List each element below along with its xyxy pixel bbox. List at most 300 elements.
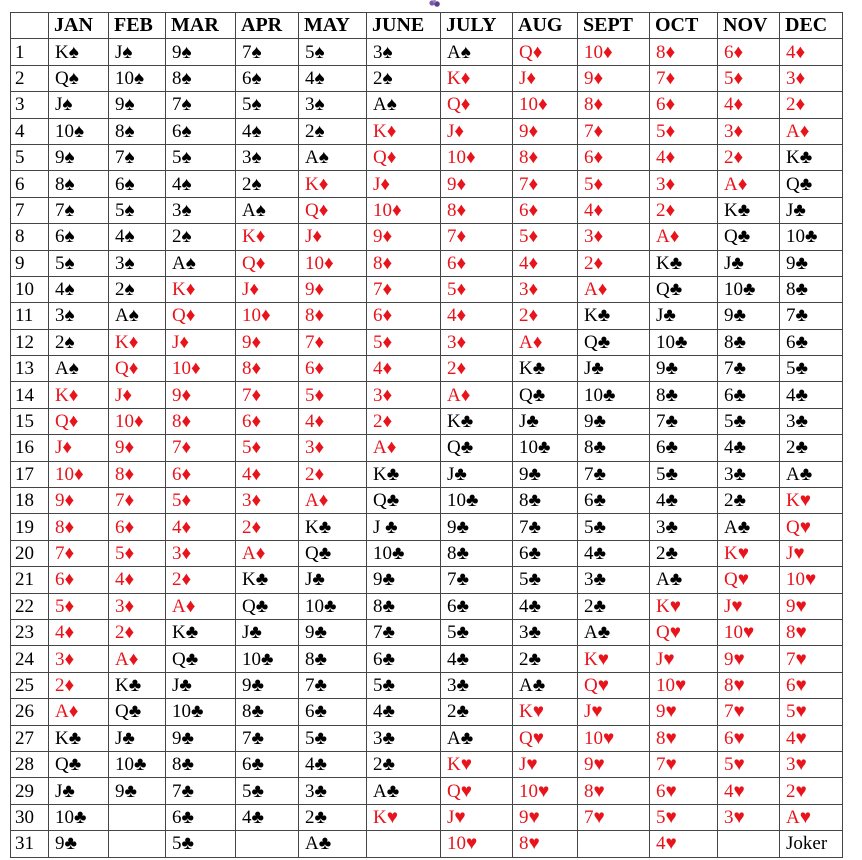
card-cell: 6♣ — [236, 751, 299, 777]
table-row — [11, 540, 843, 566]
card-cell: 10♦ — [299, 250, 367, 276]
card-cell: 5♦ — [166, 488, 236, 514]
card-cell: A♦ — [718, 171, 780, 197]
card-cell: Q♥ — [780, 514, 843, 540]
card-cell: K♣ — [236, 567, 299, 593]
day-number-cell: 22 — [11, 593, 49, 619]
card-cell: 2♠ — [166, 224, 236, 250]
card-cell: 5♦ — [718, 65, 780, 91]
card-cell: J♥ — [441, 804, 513, 830]
card-cell: 9♦ — [441, 171, 513, 197]
card-cell: 10♥ — [650, 672, 718, 698]
card-cell: Q♣ — [109, 699, 166, 725]
card-cell: 3♦ — [109, 593, 166, 619]
card-cell: 10♦ — [441, 144, 513, 170]
card-cell: 8♦ — [367, 250, 441, 276]
card-cell: 2♣ — [578, 593, 650, 619]
card-cell: 6♦ — [236, 408, 299, 434]
card-cell: 9♣ — [49, 831, 109, 857]
card-cell: Q♣ — [299, 540, 367, 566]
card-cell: Q♦ — [166, 303, 236, 329]
card-cell: Q♣ — [441, 435, 513, 461]
card-cell: 8♦ — [299, 303, 367, 329]
card-cell: K♦ — [367, 118, 441, 144]
card-cell: 4♦ — [299, 408, 367, 434]
day-number-cell: 7 — [11, 197, 49, 223]
card-cell: K♣ — [578, 303, 650, 329]
card-cell: 6♦ — [367, 303, 441, 329]
card-cell — [236, 831, 299, 857]
card-cell: 4♣ — [780, 382, 843, 408]
card-cell: J♣ — [109, 725, 166, 751]
card-cell: Q♣ — [367, 488, 441, 514]
card-cell: 8♠ — [49, 171, 109, 197]
card-cell: 7♦ — [441, 224, 513, 250]
card-cell: 3♦ — [578, 224, 650, 250]
card-cell: Q♣ — [49, 751, 109, 777]
day-number-cell: 4 — [11, 118, 49, 144]
card-cell: A♣ — [650, 567, 718, 593]
card-cell: 5♠ — [166, 144, 236, 170]
card-cell: 5♠ — [299, 39, 367, 65]
card-cell: 9♦ — [367, 224, 441, 250]
card-cell: 6♠ — [109, 171, 166, 197]
day-number-cell: 2 — [11, 65, 49, 91]
month-header-feb: FEB — [109, 13, 166, 39]
card-cell: A♣ — [441, 725, 513, 751]
card-cell: 6♠ — [236, 65, 299, 91]
card-cell: 9♦ — [299, 276, 367, 302]
card-cell: 4♦ — [49, 619, 109, 645]
day-number-cell: 17 — [11, 461, 49, 487]
card-cell: 3♠ — [299, 92, 367, 118]
card-cell: 2♦ — [513, 303, 578, 329]
card-cell: 2♥ — [780, 778, 843, 804]
card-cell: 6♣ — [578, 488, 650, 514]
card-cell: 2♦ — [299, 461, 367, 487]
card-cell: 7♦ — [49, 540, 109, 566]
card-cell: 9♦ — [109, 435, 166, 461]
card-cell: 6♥ — [718, 725, 780, 751]
card-cell: 9♦ — [166, 382, 236, 408]
card-cell: 3♥ — [780, 751, 843, 777]
card-cell: 6♦ — [718, 39, 780, 65]
card-cell: K♦ — [236, 224, 299, 250]
card-cell: 3♠ — [166, 197, 236, 223]
card-cell: A♦ — [780, 118, 843, 144]
card-cell: 5♠ — [236, 92, 299, 118]
card-cell: 4♠ — [49, 276, 109, 302]
card-cell: J♣ — [441, 461, 513, 487]
card-cell: 5♦ — [109, 540, 166, 566]
card-cell: 5♠ — [49, 250, 109, 276]
card-cell: 6♣ — [367, 646, 441, 672]
card-cell: 4♦ — [578, 197, 650, 223]
card-cell: 2♣ — [513, 646, 578, 672]
card-cell: 10♣ — [109, 751, 166, 777]
card-cell: 7♠ — [236, 39, 299, 65]
card-cell: 3♣ — [299, 778, 367, 804]
table-row — [11, 672, 843, 698]
day-number-cell: 8 — [11, 224, 49, 250]
card-cell: 10♦ — [49, 461, 109, 487]
card-cell: A♣ — [367, 778, 441, 804]
card-cell: 10♦ — [109, 408, 166, 434]
card-cell: 5♣ — [780, 356, 843, 382]
card-cell: 2♦ — [166, 567, 236, 593]
card-cell: A♠ — [299, 144, 367, 170]
day-number-cell: 13 — [11, 356, 49, 382]
card-cell: 4♠ — [299, 65, 367, 91]
card-cell: 4♦ — [367, 356, 441, 382]
table-row — [11, 567, 843, 593]
table-row — [11, 197, 843, 223]
card-cell — [109, 804, 166, 830]
card-cell: 5♣ — [441, 619, 513, 645]
card-cell: 4♣ — [650, 488, 718, 514]
card-cell: 4♦ — [718, 92, 780, 118]
day-number-cell: 6 — [11, 171, 49, 197]
month-header-nov: NOV — [718, 13, 780, 39]
card-cell: 8♥ — [513, 831, 578, 857]
card-cell: 9♦ — [49, 488, 109, 514]
card-cell: 3♦ — [236, 488, 299, 514]
card-cell: 9♥ — [718, 646, 780, 672]
card-cell: J♣ — [49, 778, 109, 804]
card-cell: 2♣ — [650, 540, 718, 566]
table-row — [11, 435, 843, 461]
card-cell: Q♦ — [367, 144, 441, 170]
card-cell: 9♦ — [578, 65, 650, 91]
table-row — [11, 250, 843, 276]
table-row — [11, 751, 843, 777]
card-cell: J♦ — [166, 329, 236, 355]
card-cell: J♥ — [650, 646, 718, 672]
card-cell: K♥ — [441, 751, 513, 777]
card-cell: 8♣ — [441, 540, 513, 566]
card-cell: J♦ — [367, 171, 441, 197]
card-cell: K♣ — [718, 197, 780, 223]
card-cell: 7♣ — [299, 672, 367, 698]
card-cell: 8♦ — [49, 514, 109, 540]
day-number-cell: 10 — [11, 276, 49, 302]
card-cell: 6♦ — [166, 461, 236, 487]
card-cell: Q♣ — [236, 593, 299, 619]
card-cell: 9♠ — [109, 92, 166, 118]
table-row — [11, 778, 843, 804]
card-cell: Q♦ — [49, 408, 109, 434]
card-cell: A♠ — [166, 250, 236, 276]
card-cell: J♠ — [109, 39, 166, 65]
table-row — [11, 699, 843, 725]
day-number-cell: 26 — [11, 699, 49, 725]
table-row — [11, 619, 843, 645]
card-cell: 4♠ — [236, 118, 299, 144]
card-cell: 9♣ — [109, 778, 166, 804]
card-cell: 6♥ — [650, 778, 718, 804]
card-cell: 3♦ — [718, 118, 780, 144]
day-number-cell: 27 — [11, 725, 49, 751]
table-row — [11, 725, 843, 751]
card-cell: A♥ — [780, 804, 843, 830]
table-row — [11, 171, 843, 197]
card-cell: 5♣ — [236, 778, 299, 804]
card-cell: J♦ — [109, 382, 166, 408]
card-cell: 10♣ — [441, 488, 513, 514]
card-cell: 7♣ — [441, 567, 513, 593]
card-cell: 3♣ — [578, 567, 650, 593]
month-header-oct: OCT — [650, 13, 718, 39]
day-number-cell: 15 — [11, 408, 49, 434]
day-number-cell: 30 — [11, 804, 49, 830]
card-cell: A♠ — [441, 39, 513, 65]
card-cell: 3♦ — [780, 65, 843, 91]
card-cell: K♥ — [513, 699, 578, 725]
card-cell: 3♣ — [780, 408, 843, 434]
card-cell: 2♠ — [49, 329, 109, 355]
card-cell: K♣ — [166, 619, 236, 645]
card-cell: 9♣ — [441, 514, 513, 540]
card-cell: K♣ — [109, 672, 166, 698]
month-header-dec: DEC — [780, 13, 843, 39]
card-cell: 3♣ — [650, 514, 718, 540]
card-cell: 2♠ — [109, 276, 166, 302]
card-cell: 5♦ — [513, 224, 578, 250]
card-cell: K♣ — [513, 356, 578, 382]
card-cell: 9♣ — [513, 461, 578, 487]
card-cell: 9♣ — [718, 303, 780, 329]
card-cell: 10♣ — [650, 329, 718, 355]
card-cell: 5♦ — [49, 593, 109, 619]
card-cell: 2♦ — [236, 514, 299, 540]
card-cell: 10♣ — [718, 276, 780, 302]
card-cell: J♣ — [166, 672, 236, 698]
card-cell: 4♠ — [109, 224, 166, 250]
card-cell: 8♦ — [650, 39, 718, 65]
card-cell: K♦ — [166, 276, 236, 302]
card-cell: Q♦ — [299, 197, 367, 223]
day-number-cell: 12 — [11, 329, 49, 355]
day-number-cell: 25 — [11, 672, 49, 698]
card-cell: 8♦ — [441, 197, 513, 223]
card-cell: 8♠ — [166, 65, 236, 91]
card-cell: 5♥ — [650, 804, 718, 830]
month-header-mar: MAR — [166, 13, 236, 39]
table-row — [11, 329, 843, 355]
card-cell: 7♦ — [650, 65, 718, 91]
card-cell: J ♣ — [367, 514, 441, 540]
card-cell: 4♥ — [780, 725, 843, 751]
day-number-cell: 20 — [11, 540, 49, 566]
card-cell: 6♦ — [513, 197, 578, 223]
card-cell: 10♦ — [578, 39, 650, 65]
table-row — [11, 382, 843, 408]
card-cell: J♦ — [441, 118, 513, 144]
card-cell: A♠ — [49, 356, 109, 382]
card-cell: 4♣ — [578, 540, 650, 566]
card-cell: K♦ — [109, 329, 166, 355]
card-cell: 8♦ — [236, 356, 299, 382]
card-cell: 10♣ — [578, 382, 650, 408]
card-cell: 2♦ — [367, 408, 441, 434]
card-cell: 8♥ — [650, 725, 718, 751]
card-cell: 3♦ — [367, 382, 441, 408]
card-cell: A♦ — [299, 488, 367, 514]
card-cell: 10♣ — [367, 540, 441, 566]
card-cell: 8♣ — [513, 488, 578, 514]
card-cell: 7♣ — [367, 619, 441, 645]
card-cell: 4♣ — [236, 804, 299, 830]
card-cell: 9♥ — [578, 751, 650, 777]
card-cell: 9♠ — [49, 144, 109, 170]
card-cell: J♥ — [513, 751, 578, 777]
day-number-cell: 11 — [11, 303, 49, 329]
card-cell: 7♥ — [650, 751, 718, 777]
card-cell: A♦ — [49, 699, 109, 725]
card-cell: J♣ — [780, 197, 843, 223]
card-cell: 4♠ — [166, 171, 236, 197]
card-cell: 10♣ — [166, 699, 236, 725]
card-cell: A♠ — [367, 92, 441, 118]
card-cell: 2♣ — [780, 435, 843, 461]
card-cell — [367, 831, 441, 857]
card-cell: A♣ — [299, 831, 367, 857]
day-number-cell: 24 — [11, 646, 49, 672]
card-cell: 6♣ — [650, 435, 718, 461]
card-cell: Q♣ — [780, 171, 843, 197]
card-cell: 7♦ — [236, 382, 299, 408]
card-cell: 8♣ — [299, 646, 367, 672]
card-cell: 2♦ — [441, 356, 513, 382]
card-cell: 5♣ — [718, 408, 780, 434]
card-cell — [718, 831, 780, 857]
card-cell: 6♦ — [49, 567, 109, 593]
card-cell: 8♣ — [236, 699, 299, 725]
day-number-cell: 23 — [11, 619, 49, 645]
card-cell: 8♦ — [109, 461, 166, 487]
day-number-cell: 3 — [11, 92, 49, 118]
card-cell: 9♣ — [578, 408, 650, 434]
card-cell: 10♦ — [367, 197, 441, 223]
card-cell: 6♣ — [441, 593, 513, 619]
card-cell: A♣ — [513, 672, 578, 698]
card-cell: A♦ — [650, 224, 718, 250]
card-cell: 10♦ — [166, 356, 236, 382]
card-cell: 6♦ — [299, 356, 367, 382]
card-cell: 10♥ — [513, 778, 578, 804]
card-cell: J♣ — [578, 356, 650, 382]
card-cell: K♥ — [780, 488, 843, 514]
card-cell: Q♥ — [578, 672, 650, 698]
card-cell: A♣ — [780, 461, 843, 487]
card-cell: K♣ — [367, 461, 441, 487]
card-cell: Joker — [780, 831, 843, 857]
card-cell: 10♥ — [718, 619, 780, 645]
card-calendar-sheet — [10, 12, 843, 858]
card-cell: 3♦ — [49, 646, 109, 672]
card-cell — [578, 831, 650, 857]
card-cell: 9♣ — [367, 567, 441, 593]
day-number-cell: 18 — [11, 488, 49, 514]
card-cell: 5♦ — [441, 276, 513, 302]
card-cell: 2♣ — [718, 488, 780, 514]
card-cell: 8♦ — [166, 408, 236, 434]
table-row — [11, 514, 843, 540]
card-cell: Q♣ — [650, 276, 718, 302]
day-number-cell: 19 — [11, 514, 49, 540]
card-cell: A♦ — [166, 593, 236, 619]
card-cell: 8♥ — [780, 619, 843, 645]
card-cell: A♠ — [109, 303, 166, 329]
card-cell: A♦ — [513, 329, 578, 355]
card-cell: 7♦ — [367, 276, 441, 302]
card-cell: 6♠ — [166, 118, 236, 144]
card-cell: A♦ — [109, 646, 166, 672]
month-header-may: MAY — [299, 13, 367, 39]
card-cell: 5♥ — [780, 699, 843, 725]
card-cell: 7♦ — [166, 435, 236, 461]
card-cell: 10♣ — [780, 224, 843, 250]
card-cell: 10♠ — [49, 118, 109, 144]
table-row — [11, 224, 843, 250]
decorative-flower-icon — [428, 0, 442, 8]
card-cell: 7♥ — [578, 804, 650, 830]
card-cell: K♥ — [578, 646, 650, 672]
card-cell: 8♦ — [513, 144, 578, 170]
card-cell: 7♥ — [780, 646, 843, 672]
card-cell: 8♣ — [578, 435, 650, 461]
card-cell: A♦ — [441, 382, 513, 408]
table-row — [11, 488, 843, 514]
month-header-aug: AUG — [513, 13, 578, 39]
card-cell: 5♣ — [650, 461, 718, 487]
card-cell: J♣ — [299, 567, 367, 593]
card-cell: 2♦ — [109, 619, 166, 645]
card-cell: 9♣ — [780, 250, 843, 276]
card-cell: 4♣ — [367, 699, 441, 725]
card-cell: 5♦ — [650, 118, 718, 144]
card-cell: 10♥ — [780, 567, 843, 593]
card-cell — [109, 831, 166, 857]
card-cell: J♦ — [236, 276, 299, 302]
card-cell: 7♣ — [578, 461, 650, 487]
card-cell: J♦ — [513, 65, 578, 91]
card-cell: 5♣ — [166, 831, 236, 857]
card-cell: K♦ — [49, 382, 109, 408]
card-cell: 3♣ — [513, 619, 578, 645]
card-cell: 5♣ — [513, 567, 578, 593]
card-cell: 7♣ — [650, 408, 718, 434]
card-cell: 8♣ — [166, 751, 236, 777]
card-cell: 2♦ — [718, 144, 780, 170]
card-cell: 5♦ — [367, 329, 441, 355]
card-cell: Q♥ — [441, 778, 513, 804]
card-cell: 9♣ — [236, 672, 299, 698]
card-cell: 6♦ — [109, 514, 166, 540]
card-cell: 2♣ — [367, 751, 441, 777]
card-cell: A♦ — [236, 540, 299, 566]
card-cell: 9♣ — [650, 356, 718, 382]
card-cell: 7♣ — [780, 303, 843, 329]
card-cell: J♣ — [718, 250, 780, 276]
card-cell: A♠ — [236, 197, 299, 223]
table-row — [11, 461, 843, 487]
day-number-cell: 14 — [11, 382, 49, 408]
card-cell: 4♦ — [236, 461, 299, 487]
card-cell: K♦ — [441, 65, 513, 91]
card-cell: 2♣ — [441, 699, 513, 725]
card-cell: 7♣ — [236, 725, 299, 751]
